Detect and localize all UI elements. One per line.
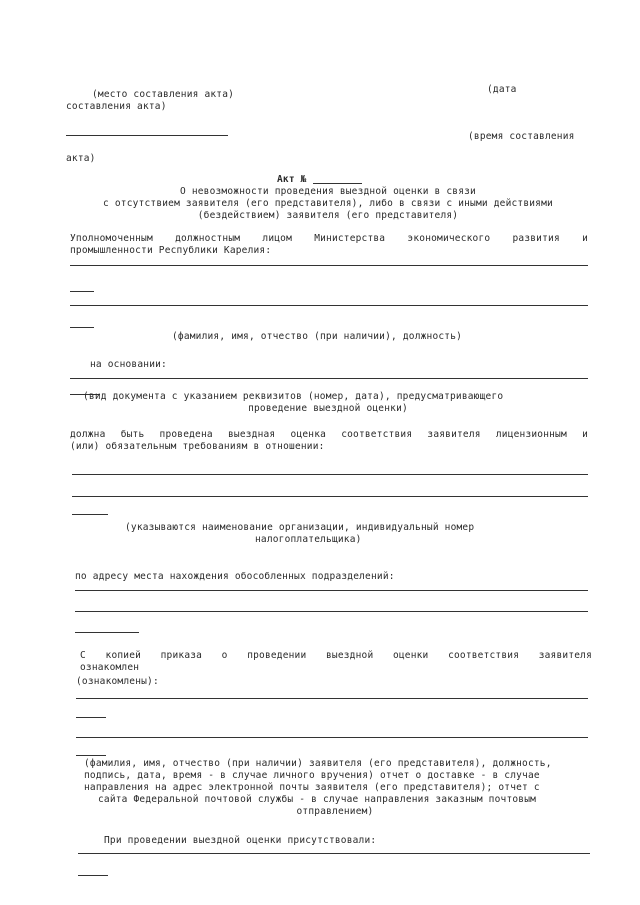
org-hint-line1: (указываются наименование организации, индивидуальный номер [125, 522, 475, 533]
fio-hint: (фамилия, имя, отчество (при наличии), должность) [172, 331, 463, 342]
sign-hint-line1: (фамилия, имя, отчество (при наличии) заявителя (его представителя), должность, [84, 758, 552, 769]
basis-hint-line1: (вид документа с указанием реквизитов (номер, дата), предусматривающего [83, 391, 504, 402]
copy-line-2: ознакомлен [80, 662, 140, 673]
place-label: (место составления акта) [92, 89, 235, 100]
act-number-label: Акт № [277, 174, 307, 185]
time-label-line2: акта) [66, 153, 96, 164]
copy-line-1: С копией приказа о проведении выездной оценки соответствия заявителя [80, 650, 592, 661]
present-blank-1 [78, 853, 590, 854]
time-blank-line [66, 135, 228, 136]
present-label: При проведении выездной оценки присутствовали: [104, 835, 377, 846]
address-blank-3 [75, 632, 139, 633]
time-label-line1: (время составления [468, 131, 575, 142]
sign-hint-line3: направления на адрес электронной почты заявителя (его представителя); отчет с [84, 782, 540, 793]
official-blank-4 [70, 327, 94, 328]
copy-blank-4 [76, 755, 106, 756]
present-blank-2 [78, 875, 108, 876]
subject-blank-2 [72, 496, 588, 497]
basis-blank-1 [70, 378, 588, 379]
copy-blank-2 [76, 717, 106, 718]
copy-blank-1 [76, 698, 588, 699]
title-line-2: с отсутствием заявителя (его представителя), либо в связи с иными действиями [103, 198, 553, 209]
address-blank-2 [75, 611, 588, 612]
official-line-1: Уполномоченным должностным лицом Министерства экономического развития и [70, 233, 588, 244]
sign-hint-line4: сайта Федеральной почтовой службы - в случае направления заказным почтовым [98, 794, 537, 805]
official-line-2: промышленности Республики Карелия: [70, 245, 272, 256]
requirement-line-1: должна быть проведена выездная оценка соответствия заявителя лицензионным и [70, 429, 588, 440]
subject-blank-3 [72, 514, 108, 515]
basis-hint-line2: проведение выездной оценки) [248, 403, 408, 414]
official-blank-1 [70, 265, 588, 266]
act-number-blank [313, 183, 362, 184]
copy-line-3: (ознакомлены): [76, 676, 159, 687]
copy-blank-3 [76, 737, 588, 738]
date-label-line1: (дата [487, 84, 517, 95]
sign-hint-line2: подпись, дата, время - в случае личного вручения) отчет о доставке - в случае [84, 770, 540, 781]
official-blank-3 [70, 305, 588, 306]
requirement-line-2: (или) обязательным требованиям в отношении: [70, 441, 325, 452]
basis-label: на основании: [90, 359, 167, 370]
sign-hint-line5: отправлением) [296, 806, 374, 817]
official-blank-2 [70, 291, 94, 292]
title-line-3: (бездействием) заявителя (его представителя) [197, 210, 459, 221]
title-line-1: О невозможности проведения выездной оценки в связи [180, 186, 476, 197]
org-hint-line2: налогоплательщика) [255, 534, 362, 545]
date-label-line2: составления акта) [66, 101, 167, 112]
address-blank-1 [75, 590, 588, 591]
address-label: по адресу места нахождения обособленных подразделений: [75, 571, 395, 582]
subject-blank-1 [72, 474, 588, 475]
